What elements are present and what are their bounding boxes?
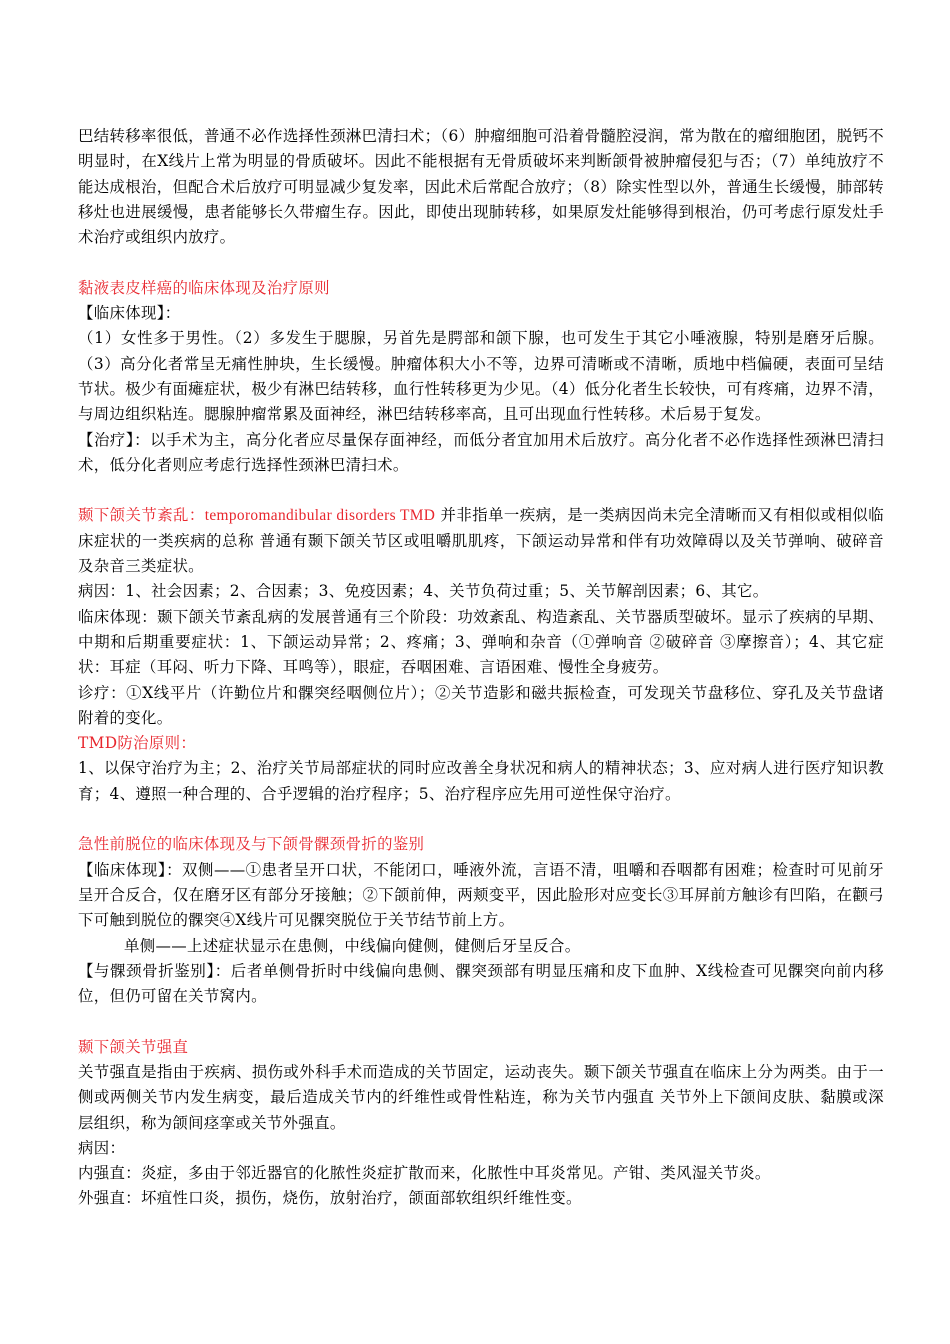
tmd-principle-text: 1、以保守治疗为主；2、治疗关节局部症状的同时应改善全身状况和病人的精神状态；3、应对病人进行医疗知识教育；4、遵照一种合理的、合乎逻辑的治疗程序；5、治疗程序应先用可逆性保守治疗。 [78, 759, 884, 803]
section-gap [78, 478, 884, 503]
dislocation-heading: 急性前脱位的临床体现及与下颌骨髁颈骨折的鉴别 [78, 835, 425, 854]
tmd-intro-paragraph [78, 503, 884, 579]
dislocation-unilateral: 单侧——上述症状显示在患侧，中线偏向健侧，健侧后牙呈反合。 [124, 936, 581, 955]
tmd-principle-heading: TMD防治原则： [78, 734, 197, 753]
ankylosis-definition: 关节强直是指由于疾病、损伤或外科手术而造成的关节固定，运动丧失。颞下颌关节强直在临床上分为两类。由于一侧或两侧关节内发生病变，最后造成关节内的纤维性或骨性粘连，称为关节内强直 关节外上下颌间皮肤、黏膜或深层组织，称为颌间痉挛或关节外强直。 [78, 1062, 884, 1132]
intro-paragraph: 巴结转移率很低，普通不必作选择性颈淋巴清扫术；（6）肿瘤细胞可沿着骨髓腔浸润，常为散在的瘤细胞团，脱钙不明显时，在X线片上常为明显的骨质破坏。因此不能根据有无骨质破坏来判断颌骨被肿瘤侵犯与否；（7）单纯放疗不能达成根治，但配合术后放疗可明显减少复发率，因此术后常配合放疗；（8）除实性型以外，普通生长缓慢，肺部转移灶也进展缓慢，患者能够长久带瘤生存。因此，即使出现肺转移，如果原发灶能够得到根治，仍可考虑行原发灶手术治疗或组织内放疗。 [78, 127, 884, 247]
ankylosis-external: 外强直：坏疽性口炎，损伤，烧伤，放射治疗，颌面部软组织纤维性变。 [78, 1189, 582, 1208]
tmd-diagnosis: 诊疗：①X线平片（许勤位片和髁突经咽侧位片）；②关节造影和磁共振检查，可发现关节盘移位、穿孔及关节盘诸附着的变化。 [78, 683, 884, 727]
mucoepidermoid-treatment: 【治疗】：以手术为主，高分化者应尽量保存面神经，而低分者宜加用术后放疗。高分化者不必作选择性颈淋巴清扫术，低分化者则应考虑行选择性颈淋巴清扫术。 [78, 430, 884, 474]
dislocation-clinical: 【临床体现】：双侧——①患者呈开口状，不能闭口，唾液外流，言语不清，咀嚼和吞咽都有困难；检查时可见前牙呈开合反合，仅在磨牙区有部分牙接触；②下颌前伸，两颊变平，因此脸形对应变长③耳屏前方触诊有凹陷，在颧弓下可触到脱位的髁突④X线片可见髁突脱位于关节结节前上方。 [78, 860, 884, 930]
ankylosis-internal: 内强直：炎症，多由于邻近器官的化脓性炎症扩散而来，化脓性中耳炎常见。产钳、类风湿关节炎。 [78, 1164, 771, 1183]
ankylosis-etiology-label: 病因： [78, 1138, 126, 1157]
ankylosis-heading: 颞下颌关节强直 [78, 1037, 189, 1056]
section-gap [78, 250, 884, 275]
tmd-intro-text: 并非指单一疾病，是一类病因尚未完全清晰而又有相似或相似临床症状的一类疾病的总称 普通有颞下颌关节区或咀嚼肌肌疼，下颌运动异常和伴有功效障碍以及关节弹响、破碎音及杂音三类症状。 [78, 506, 884, 576]
tmd-etiology: 病因：1、社会因素；2、合因素；3、免疫因素；4、关节负荷过重；5、关节解剖因素；6、其它。 [78, 582, 769, 601]
document-page [78, 124, 884, 1212]
mucoepidermoid-clinical-label: 【临床体现】： [78, 304, 181, 323]
tmd-heading: 颞下颌关节紊乱：temporomandibular disorders TMD [78, 507, 436, 525]
dislocation-differential: 【与髁颈骨折鉴别】：后者单侧骨折时中线偏向患侧、髁突颈部有明显压痛和皮下血肿、X线检查可见髁突向前内移位，但仍可留在关节窝内。 [78, 961, 884, 1006]
section-gap [78, 1009, 884, 1034]
mucoepidermoid-clinical-text: （1）女性多于男性。（2）多发生于腮腺，另首先是腭部和颌下腺，也可发生于其它小唾液腺，特别是磨牙后腺。（3）高分化者常呈无痛性肿块，生长缓慢。肿瘤体积大小不等，边界可清晰或不清晰，质地中档偏硬，表面可呈结节状。极少有面瘫症状，极少有淋巴结转移，血行性转移更为少见。（4）低分化者生长较快，可有疼痛，边界不清，与周边组织粘连。腮腺肿瘤常累及面神经，淋巴结转移率高，且可出现血行性转移。术后易于复发。 [78, 329, 884, 424]
tmd-clinical: 临床体现：颞下颌关节紊乱病的发展普通有三个阶段：功效紊乱、构造紊乱、关节器质型破坏。显示了疾病的早期、中期和后期重要症状：1、下颌运动异常；2、疼痛；3、弹响和杂音（①弹响音 ②破碎音 ③摩擦音）；4、其它症状：耳症（耳闷、听力下降、耳鸣等），眼症，吞咽困难、言语困难、慢性全身疲劳。 [78, 607, 884, 677]
section-gap [78, 807, 884, 832]
mucoepidermoid-heading: 黏液表皮样癌的临床体现及治疗原则 [78, 278, 330, 297]
